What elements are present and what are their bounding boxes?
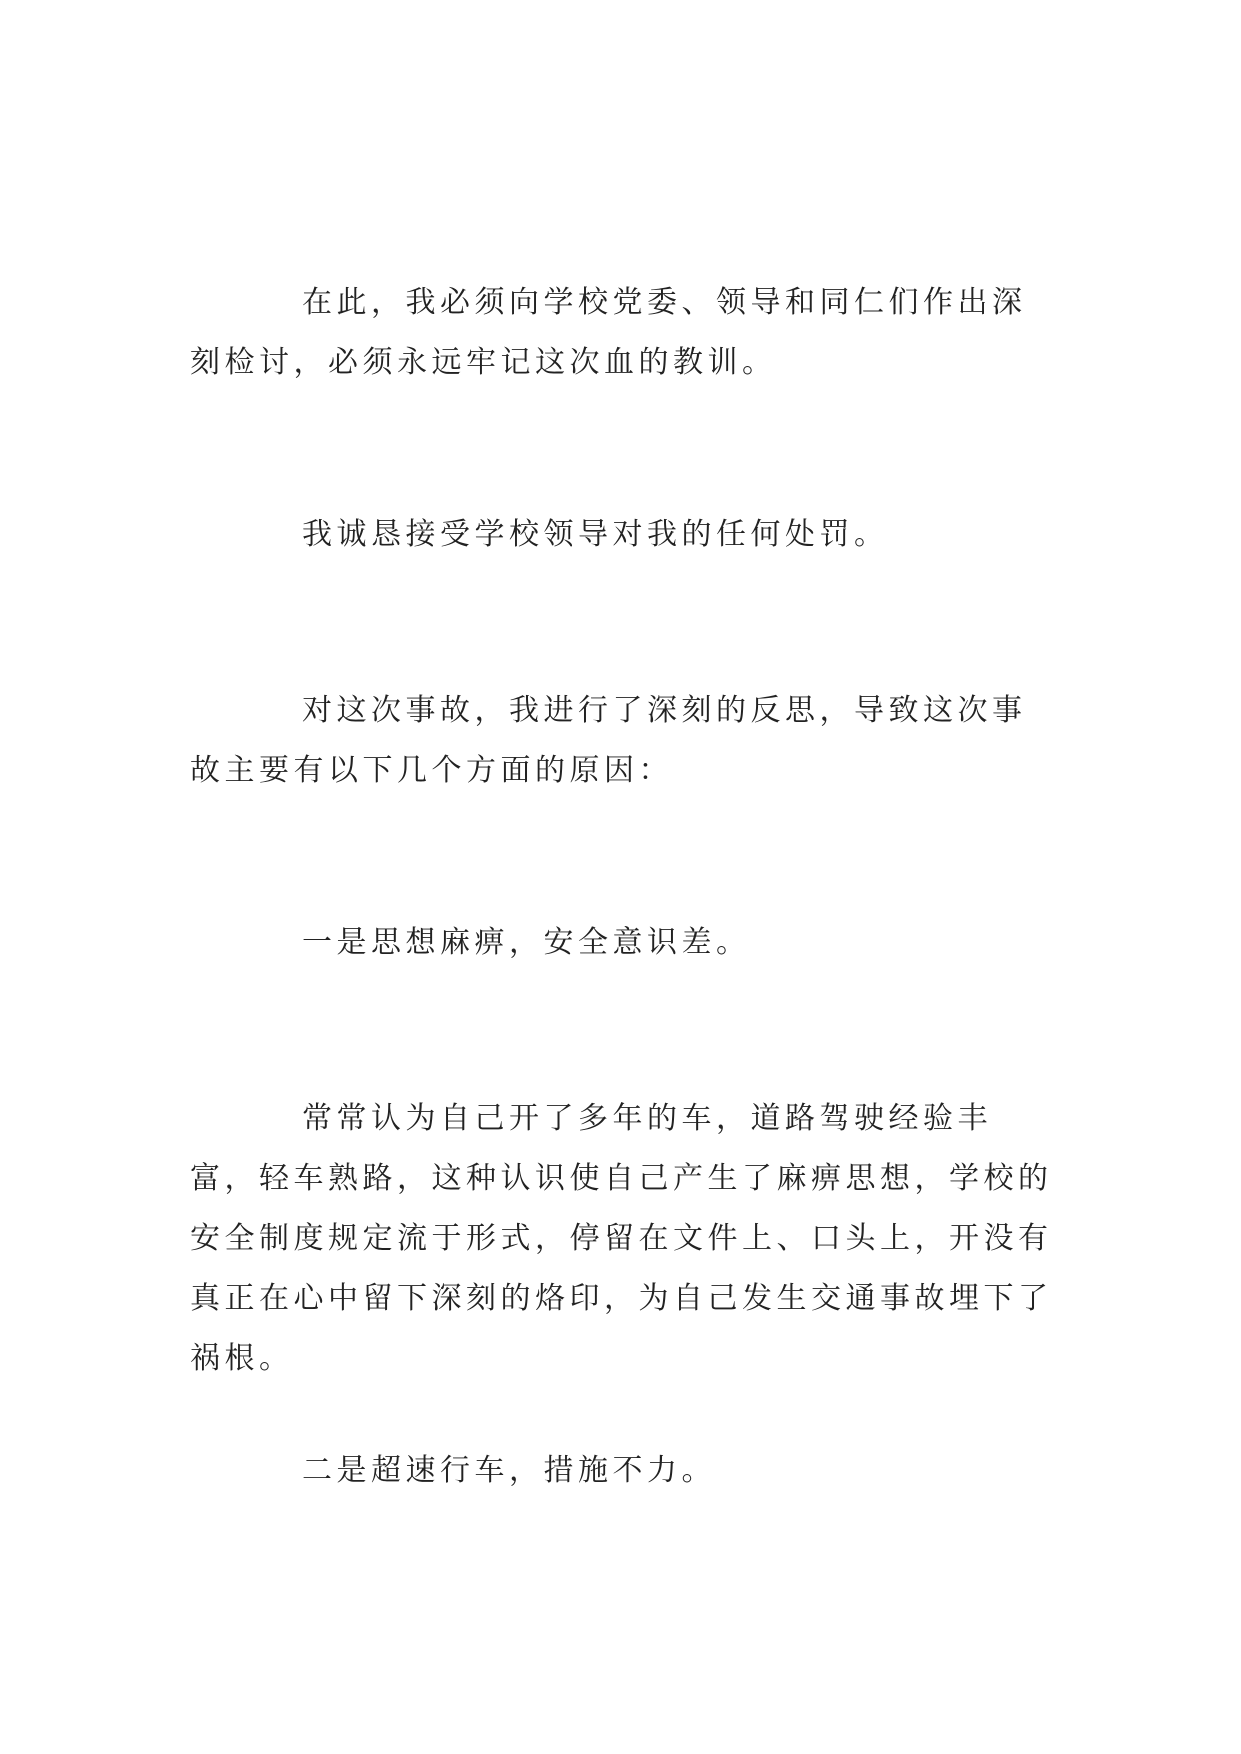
paragraph-accept-punishment: 我诚恳接受学校领导对我的任何处罚。 xyxy=(302,517,889,552)
paragraph-reason-two-heading: 二是超速行车，措施不力。 xyxy=(302,1453,716,1488)
paragraph-reason-one-heading: 一是思想麻痹，安全意识差。 xyxy=(302,925,751,960)
paragraph-reason-one-detail: 常常认为自己开了多年的车，道路驾驶经验丰富，轻车熟路，这种认识使自己产生了麻痹思想，学校的安全制度规定流于形式，停留在文件上、口头上，开没有真正在心中留下深刻的烙印，为自己发生交通事故埋下了祸根。 xyxy=(190,1101,1053,1376)
paragraph-self-criticism: 在此，我必须向学校党委、领导和同仁们作出深刻检讨，必须永远牢记这次血的教训。 xyxy=(190,285,1027,380)
paragraph-reflection-intro: 对这次事故，我进行了深刻的反思，导致这次事故主要有以下几个方面的原因： xyxy=(190,693,1027,788)
